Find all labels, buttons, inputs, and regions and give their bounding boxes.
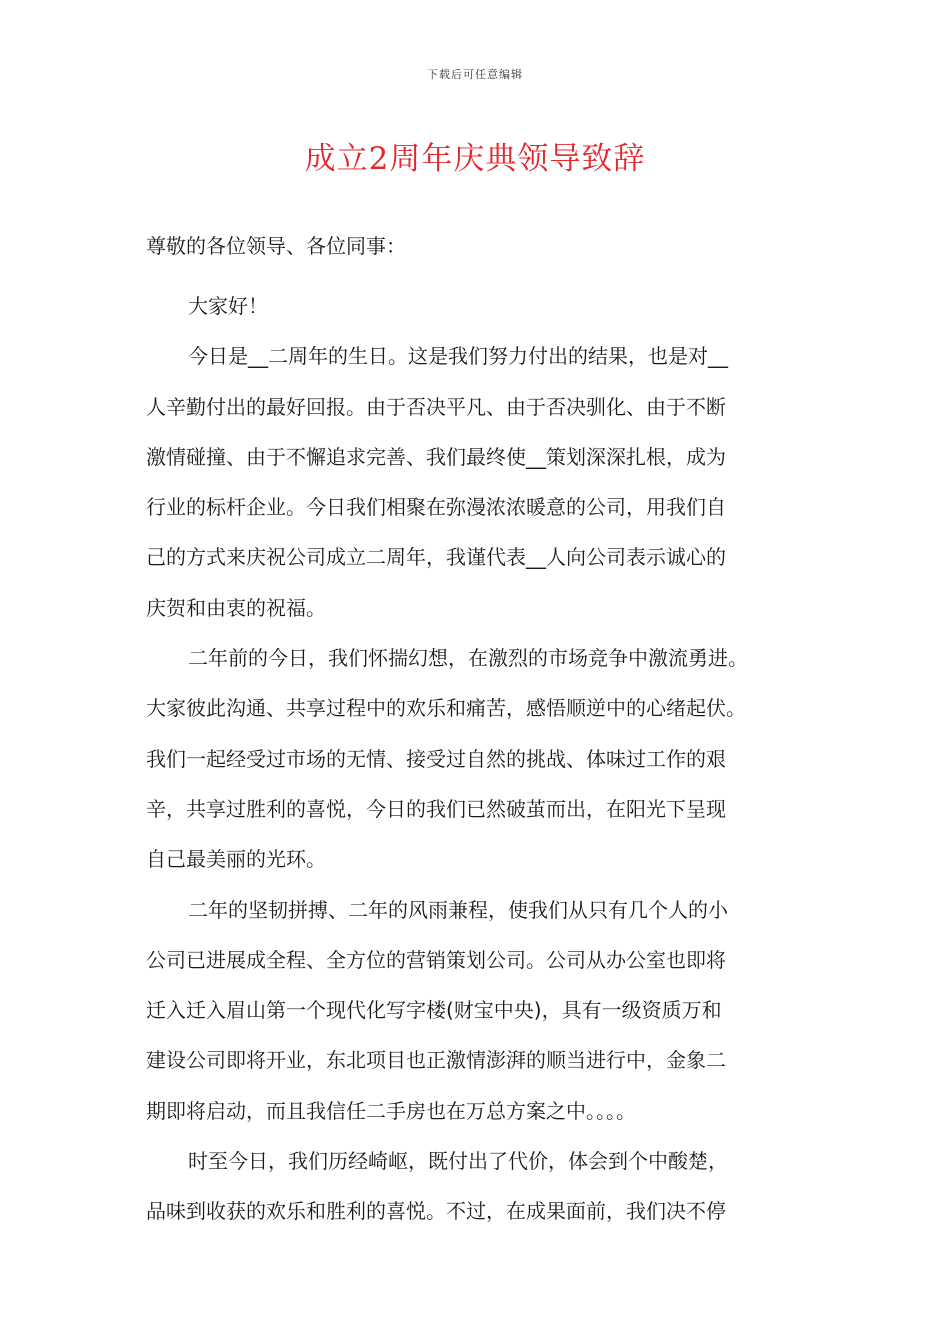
header-note: 下载后可任意编辑 — [427, 68, 523, 81]
salutation: 尊敬的各位领导、各位同事： — [146, 234, 406, 258]
text-line: 期即将启动，而且我信任二手房也在万总方案之中。。。。 — [146, 1098, 636, 1123]
text-line: 我们一起经受过市场的无情、接受过自然的挑战、体味过工作的艰 — [146, 746, 726, 771]
text-line: 今日是__二周年的生日。这是我们努力付出的结果，也是对__ — [188, 344, 728, 369]
text-line: 公司已进展成全程、全方位的营销策划公司。公司从办公室也即将 — [146, 947, 726, 972]
text-line: 自己最美丽的光环。 — [146, 847, 326, 872]
text-line: 激情碰撞、由于不懈追求完善、我们最终使__策划深深扎根，成为 — [146, 444, 726, 469]
document-title: 成立2周年庆典领导致辞 — [304, 141, 646, 177]
text-line: 二年前的今日，我们怀揣幻想，在激烈的市场竞争中激流勇进。 — [188, 646, 748, 671]
text-line: 时至今日，我们历经崎岖，既付出了代价，体会到个中酸楚， — [188, 1149, 728, 1174]
text-line: 行业的标杆企业。今日我们相聚在弥漫浓浓暖意的公司，用我们自 — [146, 495, 726, 520]
text-line: 大家彼此沟通、共享过程中的欢乐和痛苦，感悟顺逆中的心绪起伏。 — [146, 696, 746, 721]
text-line: 庆贺和由衷的祝福。 — [146, 595, 326, 620]
text-line: 建设公司即将开业，东北项目也正激情澎湃的顺当进行中，金象二 — [146, 1048, 726, 1073]
speech-body — [146, 281, 816, 1237]
text-line: 二年的坚韧拼搏、二年的风雨兼程，使我们从只有几个人的小 — [188, 897, 728, 922]
text-line: 迁入迁入眉山第一个现代化写字楼(财宝中央)，具有一级资质万和 — [146, 998, 722, 1023]
text-line: 大家好！ — [188, 294, 268, 318]
text-line: 品味到收获的欢乐和胜利的喜悦。不过，在成果面前，我们决不停 — [146, 1199, 726, 1224]
text-line: 人辛勤付出的最好回报。由于否决平凡、由于否决驯化、由于不断 — [146, 394, 726, 419]
text-line: 辛，共享过胜利的喜悦，今日的我们已然破茧而出，在阳光下呈现 — [146, 796, 726, 821]
text-line: 己的方式来庆祝公司成立二周年，我谨代表__人向公司表示诚心的 — [146, 545, 726, 570]
